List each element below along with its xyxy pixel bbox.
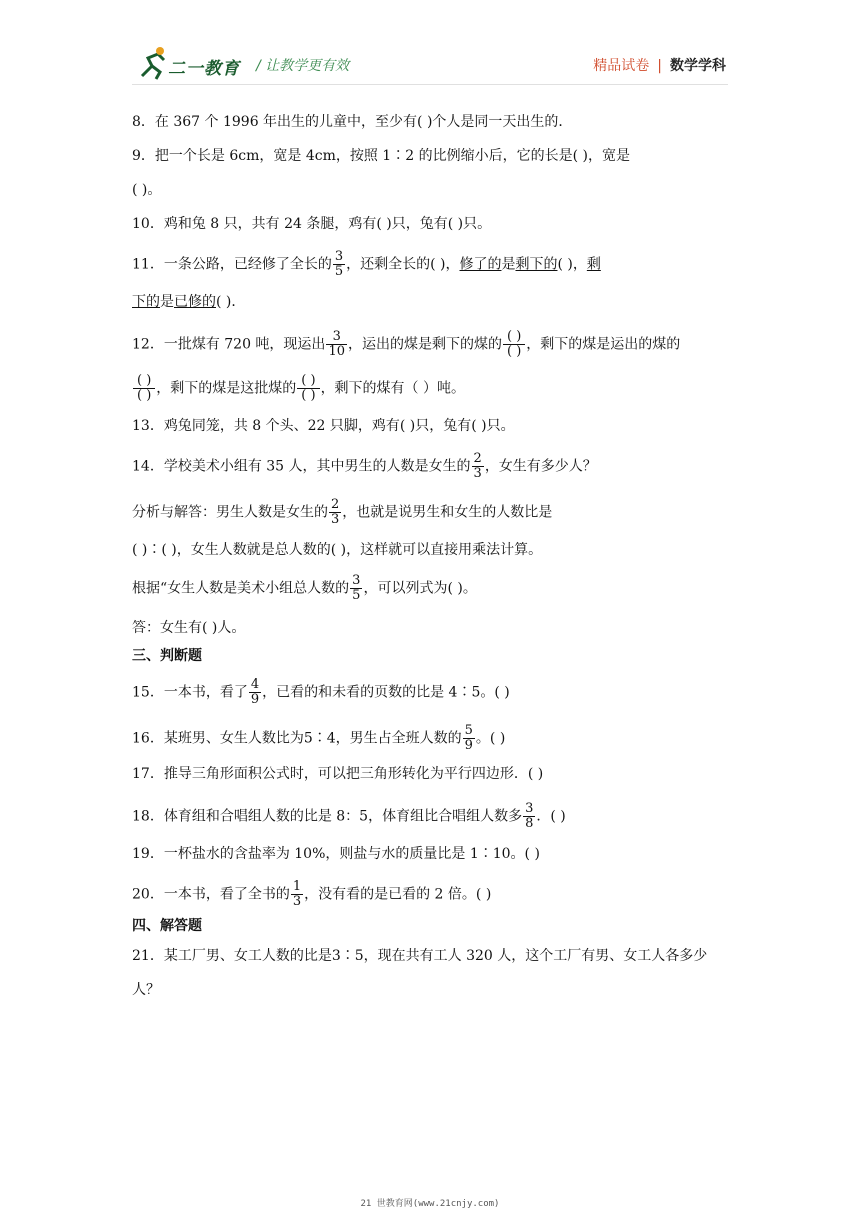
header-right bbox=[593, 55, 726, 75]
q12-text-e: ，剩下的煤有（ ）吨。 bbox=[320, 380, 466, 397]
blank-fraction bbox=[133, 374, 155, 403]
fraction-3-5 bbox=[333, 250, 345, 279]
q11-cont bbox=[132, 292, 245, 312]
q18-text-a: 18．体育组和合唱组人数的比是 8：5，体育组比合唱组人数多 bbox=[132, 808, 523, 825]
q16 bbox=[132, 724, 505, 753]
fraction-1-3 bbox=[291, 880, 303, 909]
q12-text-c: ，剩下的煤是运出的煤的 bbox=[526, 336, 681, 353]
q11-underlined-e: 已修的 bbox=[174, 294, 216, 310]
fraction-2-3 bbox=[329, 498, 341, 527]
q14-analysis bbox=[132, 498, 552, 527]
logo-text: 二一教育 bbox=[168, 59, 240, 79]
fraction-num: 3 bbox=[326, 330, 347, 345]
q16-text-b: 。( ) bbox=[475, 730, 506, 747]
q11 bbox=[132, 250, 601, 279]
q19: 19．一杯盐水的含盐率为 10%，则盐与水的质量比是 1∶10。( ) bbox=[132, 846, 540, 862]
fraction-den: 3 bbox=[473, 466, 482, 481]
q12-text-b: ，运出的煤是剩下的煤的 bbox=[347, 336, 502, 353]
q11-text-b: ，还剩全长的( )， bbox=[346, 256, 460, 273]
section-solve-title: 四、解答题 bbox=[132, 918, 202, 934]
q11-text-e: 是 bbox=[160, 294, 174, 310]
fraction-num: ( ) bbox=[133, 374, 155, 389]
fraction-den: 5 bbox=[352, 588, 361, 603]
q11-underlined-a: 修了的 bbox=[459, 256, 502, 273]
q11-text-a: 11．一条公路，已经修了全长的 bbox=[132, 256, 332, 273]
fraction-num: 1 bbox=[292, 879, 302, 894]
q9: 9．把一个长是 6cm，宽是 4cm，按照 1∶2 的比例缩小后，它的长是( )，宽是 bbox=[132, 148, 630, 164]
fraction-5-9 bbox=[463, 724, 475, 753]
fraction-den: ( ) bbox=[301, 388, 316, 403]
fraction-num: 4 bbox=[250, 677, 260, 692]
q20 bbox=[132, 880, 491, 909]
q11-text-f: ( )． bbox=[216, 294, 246, 310]
fraction-den: 9 bbox=[250, 692, 260, 707]
q11-underlined-d: 下的 bbox=[132, 294, 160, 310]
q14-text-a: 14．学校美术小组有 35 人，其中男生的人数是女生的 bbox=[132, 458, 471, 475]
q14-answer: 答：女生有( )人。 bbox=[132, 620, 246, 636]
fraction-num: ( ) bbox=[503, 330, 525, 345]
blank-fraction bbox=[503, 330, 525, 359]
q15 bbox=[132, 678, 510, 707]
fraction-3-5 bbox=[350, 574, 362, 603]
fraction-den: 3 bbox=[331, 512, 340, 527]
q21-cont: 人？ bbox=[132, 982, 160, 998]
q8: 8．在 367 个 1996 年出生的儿童中，至少有( )个人是同一天出生的． bbox=[132, 114, 573, 130]
fraction-num: 3 bbox=[352, 573, 361, 588]
section-judgement-title: 三、判断题 bbox=[132, 648, 202, 664]
fraction-den: ( ) bbox=[137, 388, 152, 403]
q12-text-d: ，剩下的煤是这批煤的 bbox=[156, 380, 297, 397]
q17: 17．推导三角形面积公式时，可以把三角形转化为平行四边形．( ) bbox=[132, 766, 544, 782]
fraction-den: 5 bbox=[334, 264, 344, 279]
q11-text-c: 是 bbox=[501, 256, 516, 273]
q10: 10．鸡和兔 8 只，共有 24 条腿，鸡有( )只，兔有( )只。 bbox=[132, 216, 492, 232]
q14-text-b: ，女生有多少人？ bbox=[484, 458, 597, 475]
fraction-den: 9 bbox=[464, 738, 473, 753]
blank-fraction bbox=[297, 374, 319, 403]
fraction-3-8 bbox=[523, 802, 535, 831]
q13: 13．鸡兔同笼，共 8 个头、22 只脚，鸡有( )只，兔有( )只。 bbox=[132, 418, 515, 434]
q14-analysis-a: 分析与解答：男生人数是女生的 bbox=[132, 504, 328, 521]
q18 bbox=[132, 802, 566, 831]
q21: 21．某工厂男、女工人数的比是3∶5，现在共有工人 320 人，这个工厂有男、女工人各多少 bbox=[132, 948, 708, 964]
fraction-num: 3 bbox=[334, 249, 344, 264]
q20-text-b: ，没有看的是已看的 2 倍。( ) bbox=[304, 886, 492, 903]
q14-formula-a: 根据“女生人数是美术小组总人数的 bbox=[132, 580, 350, 597]
q14-formula-b: ，可以列式为( )。 bbox=[363, 580, 477, 597]
q11-underlined-c: 剩 bbox=[586, 256, 601, 273]
fraction-4-9 bbox=[249, 678, 261, 707]
fraction-num: 2 bbox=[331, 497, 340, 512]
q14-formula bbox=[132, 574, 477, 603]
q15-text-b: ，已看的和未看的页数的比是 4∶5。( ) bbox=[262, 684, 510, 701]
header-separator: | bbox=[657, 58, 662, 74]
q14 bbox=[132, 452, 597, 481]
q9-cont: ( )。 bbox=[132, 182, 162, 198]
fraction-den: 8 bbox=[525, 816, 534, 831]
header-subject: 数学学科 bbox=[670, 58, 726, 74]
fraction-num: 3 bbox=[525, 801, 534, 816]
q12-cont bbox=[132, 374, 465, 403]
header-divider bbox=[132, 84, 728, 85]
q14-analysis-b: ，也就是说男生和女生的人数比是 bbox=[342, 504, 553, 521]
q20-text-a: 20．一本书，看了全书的 bbox=[132, 886, 290, 903]
fraction-den: ( ) bbox=[506, 344, 522, 359]
q12 bbox=[132, 330, 680, 359]
fraction-num: 2 bbox=[473, 451, 482, 466]
page-header bbox=[0, 0, 860, 90]
q18-text-b: ．( ) bbox=[536, 808, 566, 825]
fraction-num: ( ) bbox=[297, 374, 319, 389]
fraction-num: 5 bbox=[464, 723, 473, 738]
q15-text-a: 15．一本书，看了 bbox=[132, 684, 248, 701]
fraction-den: 10 bbox=[328, 344, 345, 359]
q11-underlined-b: 剩下的 bbox=[515, 256, 558, 273]
slogan: / 让教学更有效 bbox=[256, 58, 350, 74]
page-footer: 21 世教育网(www.21cnjy.com) bbox=[360, 1199, 500, 1209]
header-tag: 精品试卷 bbox=[593, 58, 650, 74]
fraction-2-3 bbox=[472, 452, 484, 481]
q14-ratio: ( )∶( )，女生人数就是总人数的( )，这样就可以直接用乘法计算。 bbox=[132, 542, 543, 558]
q12-text-a: 12．一批煤有 720 吨，现运出 bbox=[132, 336, 326, 353]
fraction-3-10 bbox=[326, 330, 347, 359]
q11-text-d: ( )， bbox=[557, 256, 587, 273]
q16-text-a: 16．某班男、女生人数比为5∶4，男生占全班人数的 bbox=[132, 730, 462, 747]
fraction-den: 3 bbox=[292, 894, 302, 909]
